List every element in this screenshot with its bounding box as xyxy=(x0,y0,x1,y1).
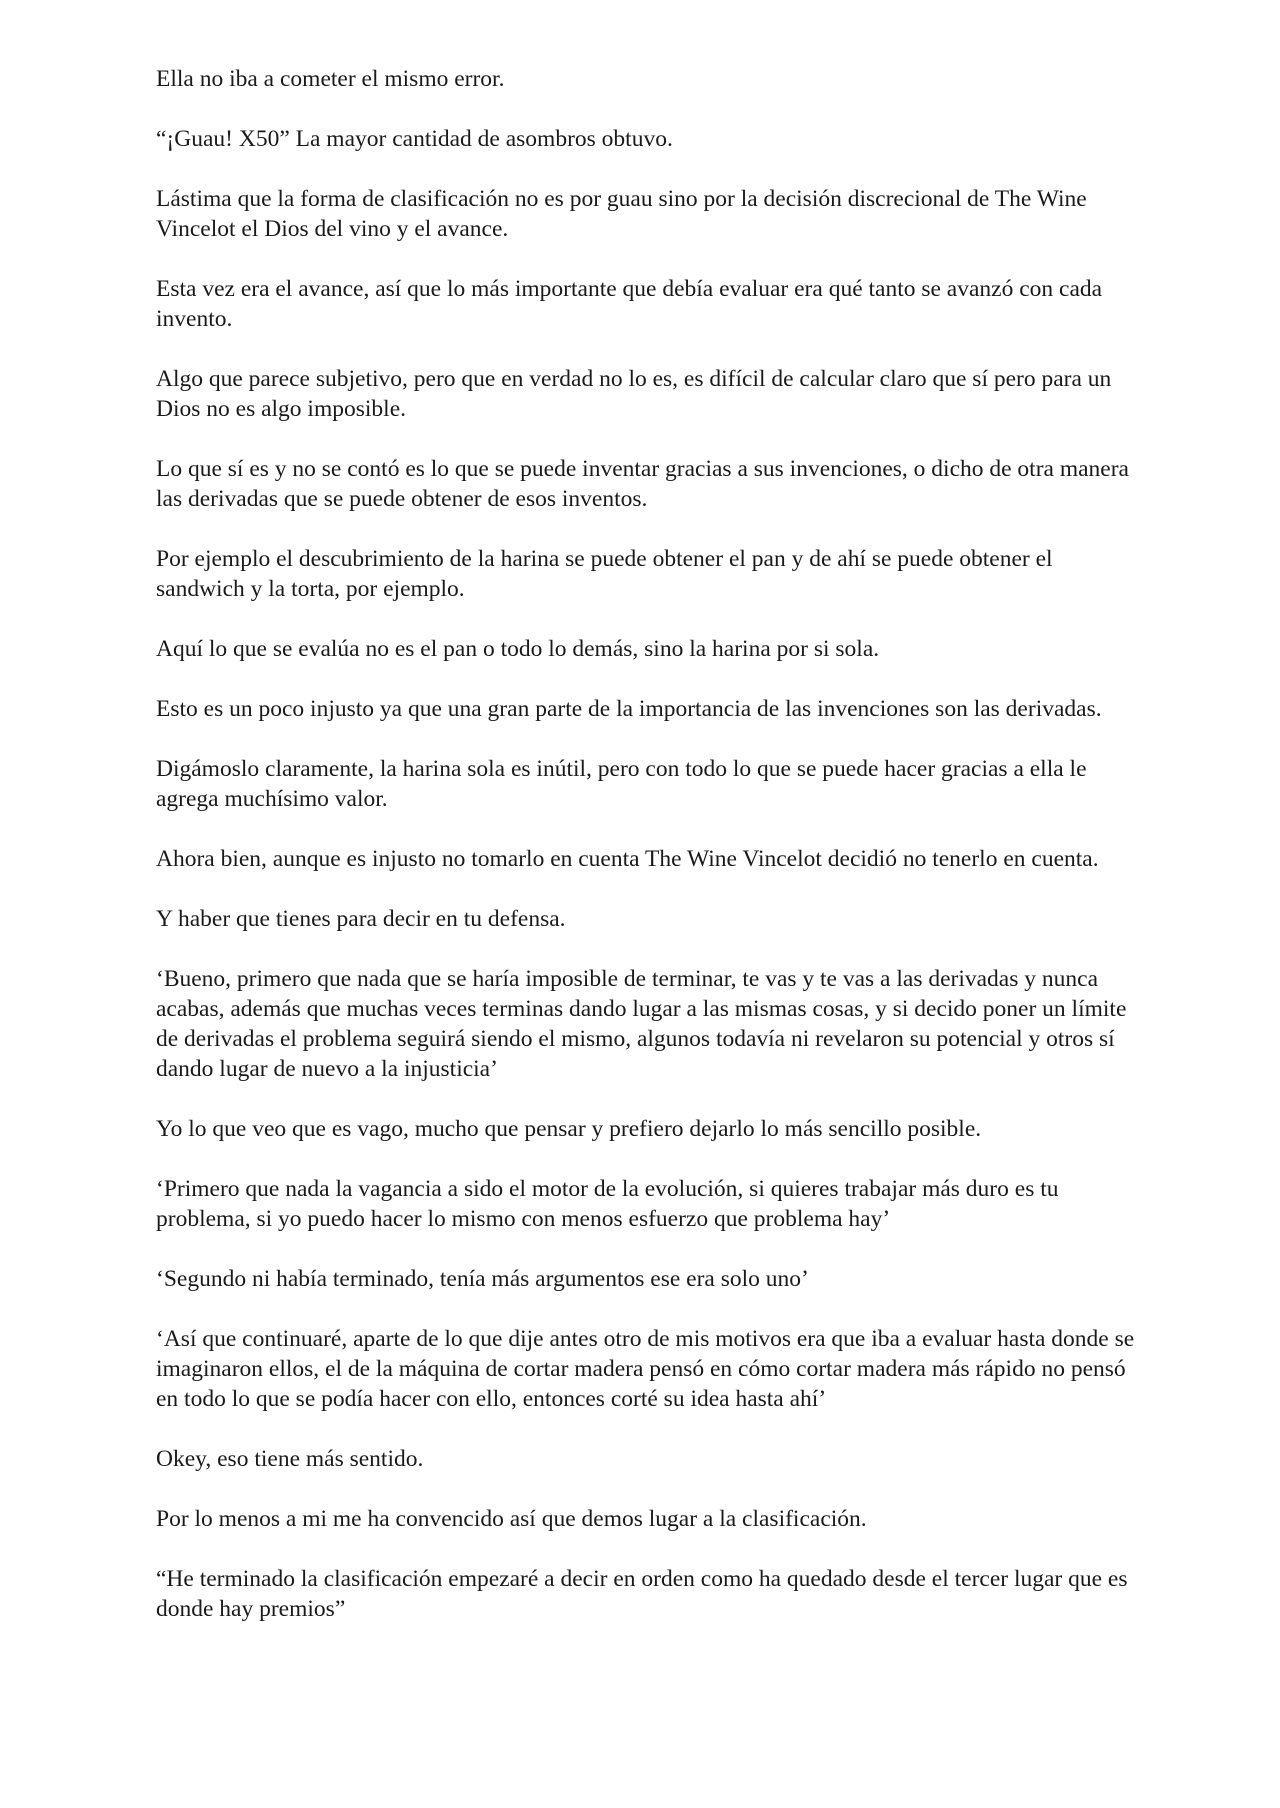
paragraph-18: Okey, eso tiene más sentido. xyxy=(156,1446,424,1472)
paragraph-10: Digámoslo claramente, la harina sola es inútil, pero con todo lo que se puede hacer gracias a ella le agrega muchísimo valor. xyxy=(156,756,1087,812)
paragraph-5: Algo que parece subjetivo, pero que en verdad no lo es, es difícil de calcular claro que sí pero para un Dios no es algo imposible. xyxy=(156,366,1112,422)
paragraph-11: Ahora bien, aunque es injusto no tomarlo en cuenta The Wine Vincelot decidió no tenerlo en cuenta. xyxy=(156,846,1099,872)
paragraph-15: ‘Primero que nada la vagancia a sido el motor de la evolución, si quieres trabajar más duro es tu problema, si yo puedo hacer lo mismo con menos esfuerzo que problema hay’ xyxy=(156,1176,1059,1232)
paragraph-13: ‘Bueno, primero que nada que se haría imposible de terminar, te vas y te vas a las derivadas y nunca acabas, además que muchas veces terminas dando lugar a las mismas cosas, y si decido poner un límite de derivadas el problema seguirá siendo el mismo, algunos todavía ni revelaron su potencial y otros sí dando lugar de nuevo a la injusticia’ xyxy=(156,966,1127,1082)
paragraph-6: Lo que sí es y no se contó es lo que se puede inventar gracias a sus invenciones, o dicho de otra manera las derivadas que se puede obtener de esos inventos. xyxy=(156,456,1129,512)
paragraph-12: Y haber que tienes para decir en tu defensa. xyxy=(156,906,566,932)
document-page xyxy=(156,64,1136,1654)
paragraph-2: “¡Guau! X50” La mayor cantidad de asombros obtuvo. xyxy=(156,126,673,152)
paragraph-8: Aquí lo que se evalúa no es el pan o todo lo demás, sino la harina por si sola. xyxy=(156,636,880,662)
paragraph-9: Esto es un poco injusto ya que una gran parte de la importancia de las invenciones son las derivadas. xyxy=(156,696,1102,722)
paragraph-4: Esta vez era el avance, así que lo más importante que debía evaluar era qué tanto se avanzó con cada invento. xyxy=(156,276,1103,332)
paragraph-16: ‘Segundo ni había terminado, tenía más argumentos ese era solo uno’ xyxy=(156,1266,809,1292)
paragraph-17: ‘Así que continuaré, aparte de lo que dije antes otro de mis motivos era que iba a evaluar hasta donde se imaginaron ellos, el de la máquina de cortar madera pensó en cómo cortar madera más rápido no pensó en todo lo que se podía hacer con ello, entonces corté su idea hasta ahí’ xyxy=(156,1326,1135,1412)
paragraph-7: Por ejemplo el descubrimiento de la harina se puede obtener el pan y de ahí se puede obtener el sandwich y la torta, por ejemplo. xyxy=(156,546,1053,602)
paragraph-3: Lástima que la forma de clasificación no es por guau sino por la decisión discrecional de The Wine Vincelot el Dios del vino y el avance. xyxy=(156,186,1087,242)
paragraph-19: Por lo menos a mi me ha convencido así que demos lugar a la clasificación. xyxy=(156,1506,867,1532)
paragraph-20: “He terminado la clasificación empezaré a decir en orden como ha quedado desde el tercer lugar que es donde hay premios” xyxy=(156,1566,1128,1622)
paragraph-14: Yo lo que veo que es vago, mucho que pensar y prefiero dejarlo lo más sencillo posible. xyxy=(156,1116,982,1142)
paragraph-1: Ella no iba a cometer el mismo error. xyxy=(156,66,505,92)
